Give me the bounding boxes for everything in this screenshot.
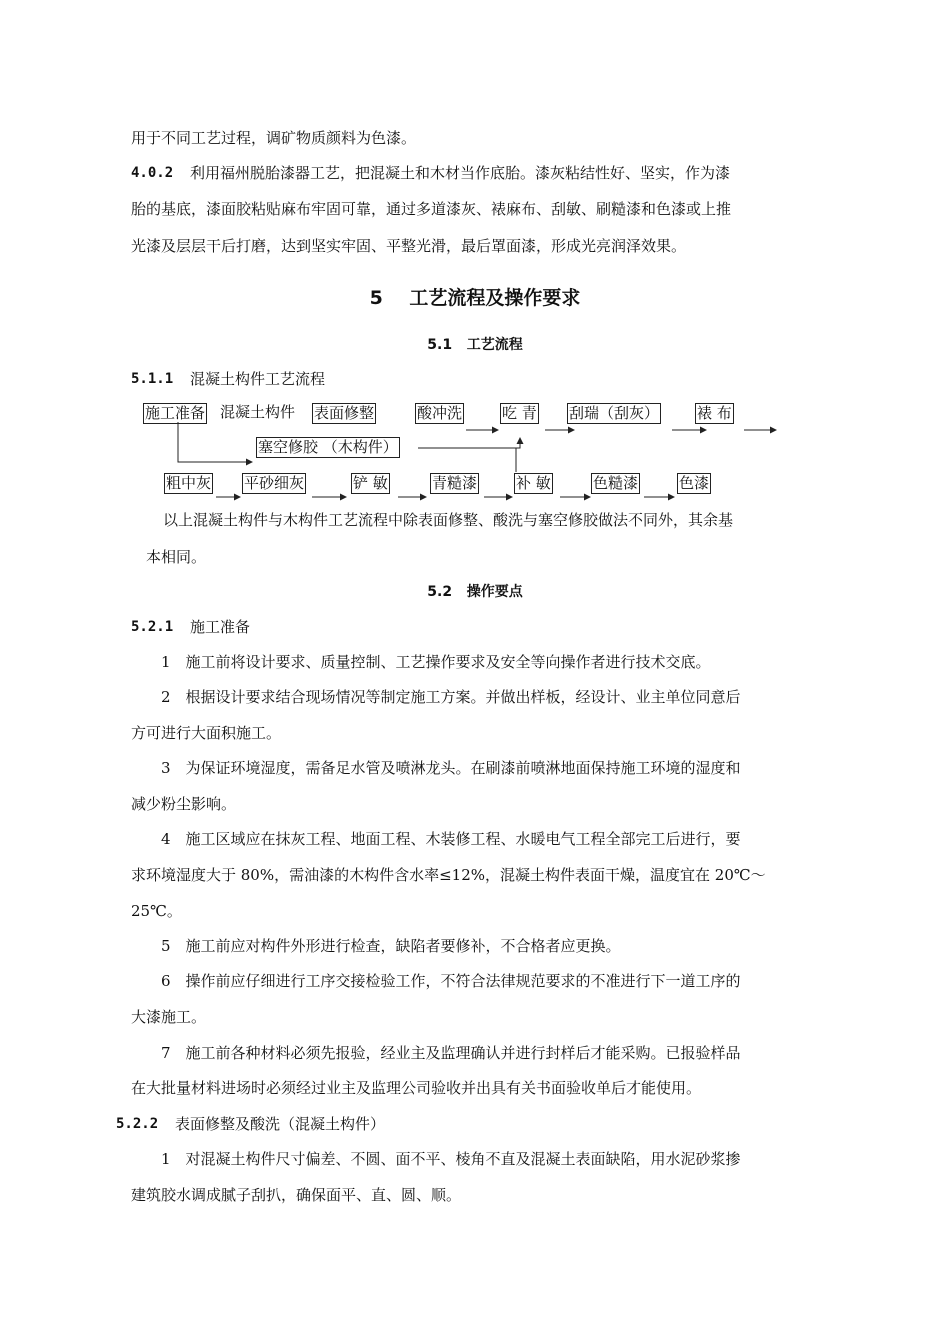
flow-step: 青糙漆 (432, 474, 478, 492)
paragraph-line: 以上混凝土构件与木构件工艺流程中除表面修整、酸洗与塞空修胶做法不同外，其余基 (163, 511, 734, 529)
flow-arrow (418, 438, 520, 448)
list-item: 6 操作前应仔细进行工序交接检验工作，不符合法律规范要求的不准进行下一道工序的 (161, 972, 741, 990)
chapter-heading (0, 286, 950, 310)
list-item-continued: 方可进行大面积施工。 (131, 724, 282, 742)
list-item: 1 对混凝土构件尺寸偏差、不圆、面不平、棱角不直及混凝土表面缺陷，用水泥砂浆掺 (161, 1150, 741, 1168)
list-item: 4 施工区域应在抹灰工程、地面工程、木装修工程、水暖电气工程全部完工后进行，要 (161, 830, 741, 848)
flow-step: 铲 敏 (353, 474, 388, 492)
section-title: 操作要点 (466, 584, 523, 600)
list-item-continued: 减少粉尘影响。 (131, 795, 237, 813)
flow-arrow (178, 422, 252, 462)
flow-step: 酸冲洗 (417, 404, 463, 422)
clause-number: 5.1.1 (131, 371, 174, 387)
chapter-title: 工艺流程及操作要求 (409, 287, 581, 309)
flow-step: 施工准备 (145, 404, 206, 422)
paragraph-line: 胎的基底，漆面胶粘贴麻布牢固可靠，通过多道漆灰、裱麻布、刮敏、刷糙漆和色漆或上推 (131, 200, 732, 218)
list-item-continued: 25℃。 (131, 902, 182, 920)
clause-title: 表面修整及酸洗（混凝土构件） (175, 1115, 386, 1133)
list-item-continued: 大漆施工。 (131, 1008, 207, 1026)
flow-step: 色漆 (679, 474, 710, 492)
clause-title: 混凝土构件工艺流程 (190, 370, 326, 388)
flow-step: 吃 青 (502, 404, 537, 422)
flow-step: 表面修整 (314, 404, 375, 422)
section-number: 5.2 (427, 584, 453, 600)
list-item-continued: 在大批量材料进场时必须经过业主及监理公司验收并出具有关书面验收单后才能使用。 (131, 1079, 702, 1097)
clause-number: 5.2.1 (131, 619, 174, 635)
list-item: 3 为保证环境湿度，需备足水管及喷淋龙头。在刷漆前喷淋地面保持施工环境的湿度和 (161, 759, 741, 777)
clause-number: 4.0.2 (131, 165, 174, 181)
list-item: 1 施工前将设计要求、质量控制、工艺操作要求及安全等向操作者进行技术交底。 (161, 653, 711, 671)
list-item: 2 根据设计要求结合现场情况等制定施工方案。并做出样板，经设计、业主单位同意后 (161, 688, 741, 706)
flow-step: 裱 布 (697, 404, 732, 422)
paragraph-line: 光漆及层层干后打磨，达到坚实牢固、平整光滑，最后罩面漆，形成光亮润泽效果。 (131, 237, 687, 255)
list-item-continued: 求环境湿度大于 80%，需油漆的木构件含水率≤12%，混凝土构件表面干燥，温度宜在 20℃～ (131, 866, 766, 884)
list-item-continued: 建筑胶水调成腻子刮扒，确保面平、直、圆、顺。 (131, 1186, 462, 1204)
flow-step: 补 敏 (516, 474, 551, 492)
flow-step: 刮瑞（刮灰） (569, 404, 660, 422)
section-number: 5.1 (427, 337, 453, 353)
paragraph-line: 用于不同工艺过程，调矿物质颜料为色漆。 (131, 129, 417, 147)
flow-step: 色糙漆 (593, 474, 639, 492)
chapter-number: 5 (369, 287, 383, 309)
paragraph-line: 利用福州脱胎漆器工艺，把混凝土和木材当作底胎。漆灰粘结性好、坚实，作为漆 (190, 164, 731, 182)
section-heading (0, 582, 950, 602)
flow-step: 粗中灰 (166, 474, 212, 492)
flow-step-label: 混凝土构件 (220, 403, 296, 421)
flow-step: 平砂细灰 (244, 474, 305, 492)
flow-step-branch: 塞空修胶 （木构件） (258, 438, 398, 456)
clause-title: 施工准备 (190, 618, 251, 636)
flow-connectors (0, 0, 950, 520)
clause-number: 5.2.2 (116, 1116, 159, 1132)
section-heading (0, 335, 950, 355)
list-item: 5 施工前应对构件外形进行检查，缺陷者要修补，不合格者应更换。 (161, 937, 621, 955)
paragraph-line: 本相同。 (146, 548, 207, 566)
list-item: 7 施工前各种材料必须先报验，经业主及监理确认并进行封样后才能采购。已报验样品 (161, 1044, 741, 1062)
section-title: 工艺流程 (466, 337, 523, 353)
